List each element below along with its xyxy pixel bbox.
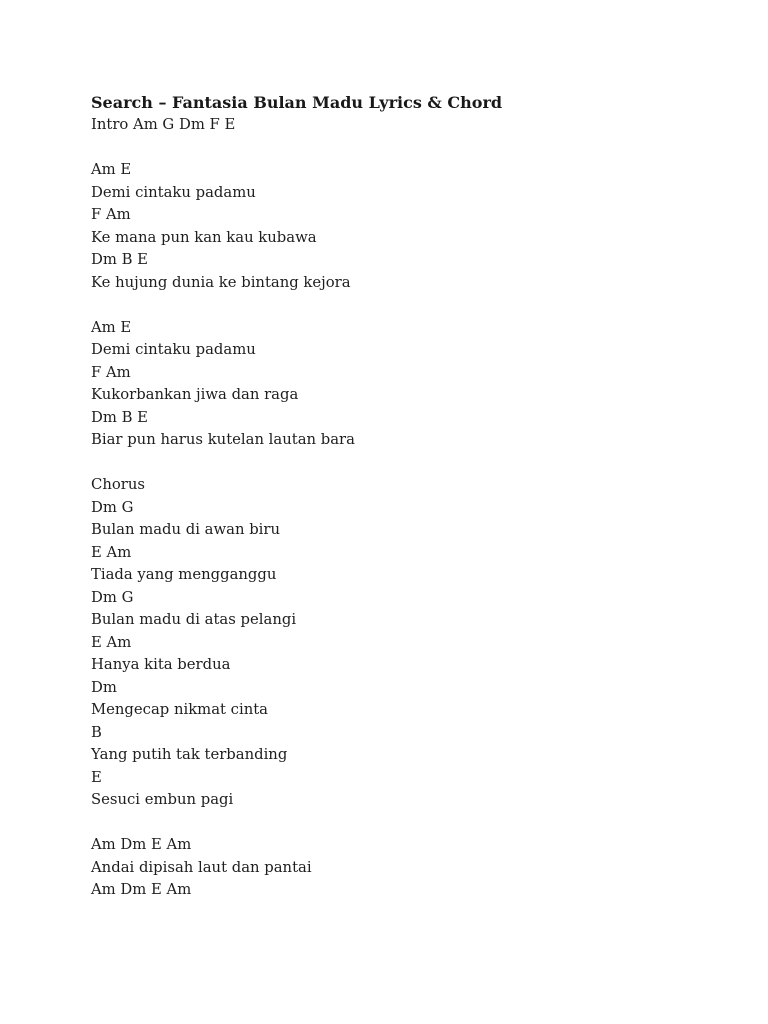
lyric-line: Sesuci embun pagi: [91, 791, 234, 808]
lyric-line: Ke mana pun kan kau kubawa: [91, 228, 317, 246]
chord-line: E Am: [91, 543, 132, 561]
chorus: [91, 474, 728, 812]
page-title: Search – Fantasia Bulan Madu Lyrics & Chord: [91, 93, 503, 112]
chord-line: B: [91, 723, 102, 741]
chord-line: Am Dm E Am: [91, 881, 192, 898]
chord-line: Dm G: [91, 588, 134, 606]
intro-line: Intro Am G Dm F E: [91, 116, 236, 133]
chord-line: F Am: [91, 206, 131, 223]
lyric-line: Bulan madu di awan biru: [91, 521, 281, 538]
lyrics-content: [91, 92, 728, 902]
chord-line: E Am: [91, 633, 132, 651]
section-label: Chorus: [91, 476, 145, 493]
chord-line: Am Dm E Am: [91, 836, 192, 853]
lyric-line: Yang putih tak terbanding: [91, 746, 288, 763]
lyric-line: Biar pun harus kutelan lautan bara: [91, 431, 355, 448]
chord-line: E: [91, 768, 102, 786]
chord-line: Dm G: [91, 498, 134, 516]
lyric-line: Demi cintaku padamu: [91, 341, 256, 358]
chord-line: Am E: [91, 318, 132, 336]
chord-line: Dm B E: [91, 251, 148, 268]
lyric-line: Demi cintaku padamu: [91, 183, 256, 201]
chord-line: Dm B E: [91, 408, 148, 426]
verse-2: [91, 317, 728, 452]
verse-1: [91, 159, 728, 294]
lyric-line: Ke hujung dunia ke bintang kejora: [91, 273, 351, 291]
outro: [91, 834, 728, 902]
lyric-line: Andai dipisah laut dan pantai: [91, 858, 312, 876]
lyric-line: Tiada yang mengganggu: [91, 566, 277, 583]
lyric-line: Hanya kita berdua: [91, 656, 231, 673]
lyric-line: Bulan madu di atas pelangi: [91, 611, 297, 628]
lyric-line: Mengecap nikmat cinta: [91, 701, 268, 718]
chord-line: Dm: [91, 678, 117, 696]
chord-line: F Am: [91, 363, 131, 381]
chord-line: Am E: [91, 161, 132, 178]
lyric-line: Kukorbankan jiwa dan raga: [91, 386, 299, 403]
